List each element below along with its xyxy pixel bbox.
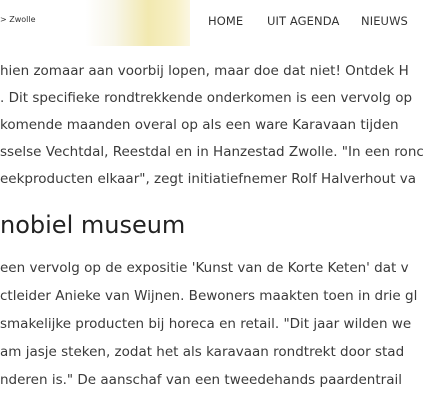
paragraph-line: een vervolg op de expositie 'Kunst van de Korte Keten' dat v	[0, 260, 409, 276]
nav-item-uit-agenda[interactable]: UIT AGENDA	[267, 14, 340, 28]
section-heading: nobiel museum	[0, 211, 186, 239]
paragraph-line: nderen is." De aanschaf van een tweedehands paardentrail	[0, 372, 402, 388]
paragraph-line: sselse Vechtdal, Reestdal en in Hanzestad Zwolle. "In een ronc	[0, 144, 424, 160]
paragraph-line: hien zomaar aan voorbij lopen, maar doe dat niet! Ontdek H	[0, 63, 409, 79]
site-header	[0, 0, 408, 46]
paragraph-line: . Dit specifieke rondtrekkende onderkomen is een vervolg op	[0, 90, 413, 106]
main-nav	[0, 14, 408, 34]
nav-item-nieuws[interactable]: NIEUWS	[361, 14, 408, 28]
logo-text: > Zwolle	[0, 15, 36, 24]
paragraph-line: am jasje steken, zodat het als karavaan rondtrekt door stad	[0, 344, 405, 360]
paragraph-line: ctleider Anieke van Wijnen. Bewoners maakten toen in drie gl	[0, 288, 418, 304]
nav-item-home[interactable]: HOME	[208, 14, 244, 28]
article-content	[0, 46, 424, 400]
paragraph-line: komende maanden overal op als een ware Karavaan tijden	[0, 117, 399, 133]
paragraph-line: eekproducten elkaar", zegt initiatiefnemer Rolf Halverhout va	[0, 171, 417, 187]
paragraph-line: smakelijke producten bij horeca en retail. "Dit jaar wilden we	[0, 316, 412, 332]
